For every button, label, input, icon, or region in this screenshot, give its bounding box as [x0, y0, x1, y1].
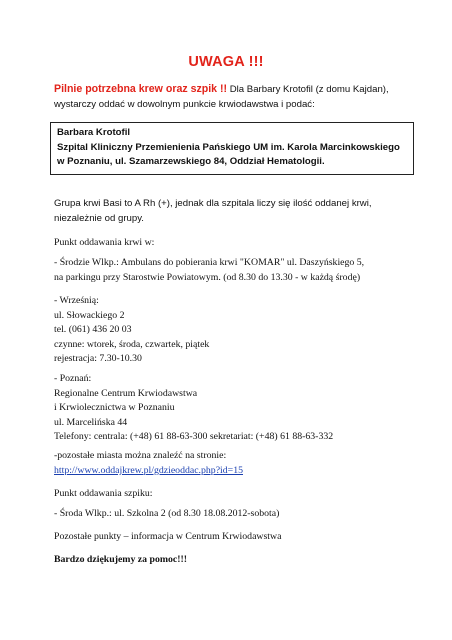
wrzesnia-line-1: - Wrześnią: [54, 295, 99, 306]
page-title: UWAGA !!! [188, 54, 264, 70]
poznan-line-3: i Krwiolecznictwa w Poznaniu [54, 402, 175, 414]
thanks-note: Bardzo dziękujemy za pomoc!!! [54, 554, 188, 565]
wrzesnia-line-4: czynne: wtorek, środa, czwartek, piątek [54, 338, 210, 350]
poznan-line-1: - Poznań: [54, 373, 92, 384]
hospital-name: Szpital Kliniczny Przemienienia Pańskiego UM im. Karola Marcinkowskiego [57, 141, 400, 153]
marrow-point: - Środa Wlkp.: ul. Szkolna 2 (od 8.30 18.08.2012-sobota) [54, 508, 280, 519]
blood-group-paragraph [54, 197, 414, 226]
other-cities [54, 449, 414, 478]
wrzesnia-point [54, 294, 414, 367]
intro-recipient: Dla Barbary Krotofil (z domu Kajdan), [227, 84, 389, 95]
blood-group-line-1: Grupa krwi Basi to A Rh (+), jednak dla szpitala liczy się ilość oddanej krwi, [54, 198, 372, 209]
wrzesnia-line-2: ul. Słowackiego 2 [54, 309, 125, 321]
hospital-address: w Poznaniu, ul. Szamarzewskiego 84, Oddział Hematologii. [57, 156, 325, 167]
intro-paragraph [54, 82, 424, 112]
srodzie-line-1: - Środzie Wlkp.: Ambulans do pobierania krwi "KOMAR" ul. Daszyńskiego 5, [54, 257, 365, 268]
wrzesnia-line-5: rejestracja: 7.30-10.30 [54, 353, 142, 365]
intro-instruction: wystarczy oddać w dowolnym punkcie krwiodawstwa i podać: [54, 99, 315, 110]
poznan-line-2: Regionalne Centrum Krwiodawstwa [54, 387, 198, 399]
srodzie-point [54, 256, 414, 285]
oddajkrew-link[interactable]: http://www.oddajkrew.pl/gdzieoddac.php?id=15 [54, 464, 243, 476]
poznan-line-5: Telefony: centrala: (+48) 61 88-63-300 sekretariat: (+48) 61 88-63-332 [54, 431, 334, 443]
wrzesnia-line-3: tel. (061) 436 20 03 [54, 324, 132, 336]
marrow-heading: Punkt oddawania szpiku: [54, 488, 153, 499]
poznan-line-4: ul. Marcelińska 44 [54, 416, 128, 428]
blood-group-line-2: niezależnie od grupy. [54, 212, 144, 224]
patient-info-box [50, 122, 414, 175]
srodzie-line-2: na parkingu przy Starostwie Powiatowym. (od 8.30 do 13.30 - w każdą środę) [54, 271, 361, 283]
poznan-point [54, 372, 414, 445]
patient-name: Barbara Krotofil [57, 127, 131, 138]
donation-points-heading: Punkt oddawania krwi w: [54, 237, 155, 248]
other-cities-text: -pozostałe miasta można znaleźć na stronie: [54, 450, 227, 461]
other-points: Pozostałe punkty – informacja w Centrum Krwiodawstwa [54, 531, 282, 542]
urgent-highlight: Pilnie potrzebna krew oraz szpik !! [54, 83, 228, 95]
